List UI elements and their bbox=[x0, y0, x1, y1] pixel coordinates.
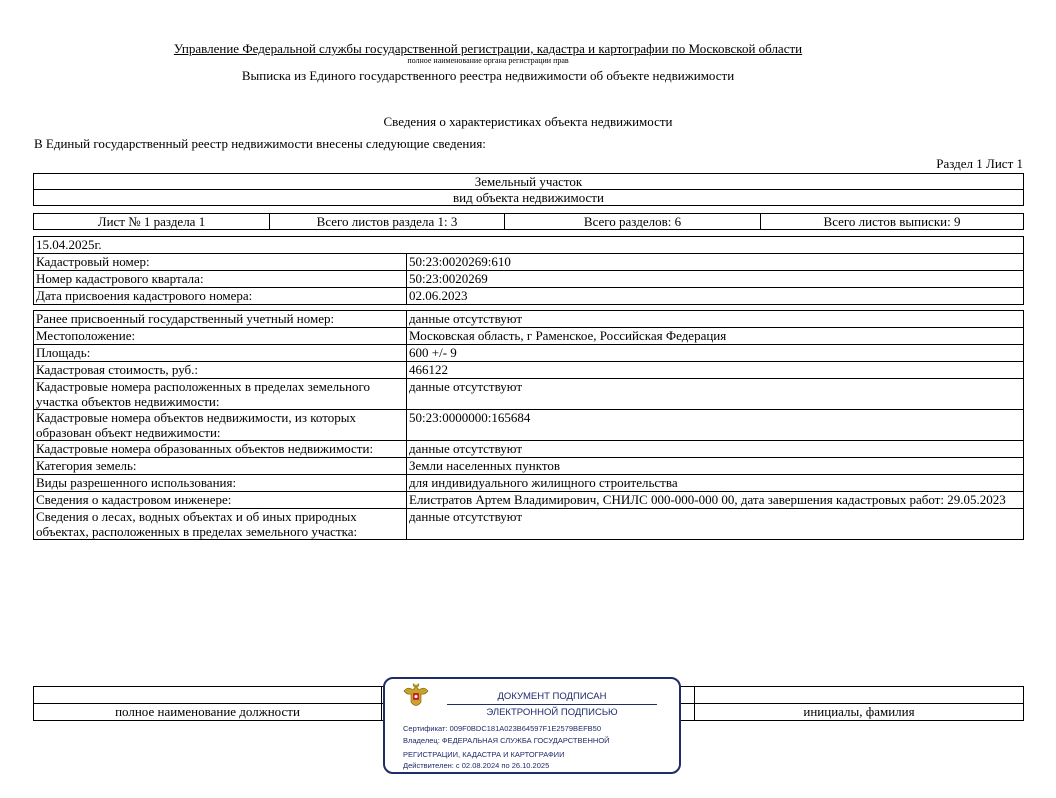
sheets-in-section: Всего листов раздела 1: 3 bbox=[270, 214, 505, 230]
object-type-table bbox=[33, 173, 1024, 206]
table-row bbox=[34, 311, 1024, 328]
row-label: Площадь: bbox=[34, 345, 407, 362]
table-row bbox=[34, 441, 1024, 458]
row-value: 50:23:0020269 bbox=[407, 271, 1024, 288]
row-value: 50:23:0020269:610 bbox=[407, 254, 1024, 271]
row-value: данные отсутствуют bbox=[407, 441, 1024, 458]
total-sheets: Всего листов выписки: 9 bbox=[761, 214, 1024, 230]
stamp-divider bbox=[447, 704, 657, 705]
row-value: Московская область, г Раменское, Российская Федерация bbox=[407, 328, 1024, 345]
stamp-title-line2: ЭЛЕКТРОННОЙ ПОДПИСЬЮ bbox=[486, 707, 618, 718]
row-label: Дата присвоения кадастрового номера: bbox=[34, 288, 407, 305]
row-label: Кадастровые номера расположенных в пределах земельного участка объектов недвижимости: bbox=[34, 379, 407, 410]
row-value: Елистратов Артем Владимирович, СНИЛС 000-000-000 00, дата завершения кадастровых работ: 29.05.2023 bbox=[407, 492, 1024, 509]
row-label: Номер кадастрового квартала: bbox=[34, 271, 407, 288]
authority-name: Управление Федеральной службы государственной регистрации, кадастра и картографии по Московской области bbox=[173, 41, 803, 56]
position-caption: полное наименование должности bbox=[34, 704, 382, 721]
table-row bbox=[34, 458, 1024, 475]
table-row bbox=[34, 271, 1024, 288]
coat-of-arms-icon bbox=[401, 682, 431, 712]
row-label: Местоположение: bbox=[34, 328, 407, 345]
row-value: 600 +/- 9 bbox=[407, 345, 1024, 362]
row-label: Ранее присвоенный государственный учетный номер: bbox=[34, 311, 407, 328]
name-cell bbox=[695, 687, 1024, 704]
table-row bbox=[34, 509, 1024, 540]
row-value: для индивидуального жилищного строительства bbox=[407, 475, 1024, 492]
position-cell bbox=[34, 687, 382, 704]
row-label: Кадастровая стоимость, руб.: bbox=[34, 362, 407, 379]
e-signature-stamp bbox=[383, 677, 681, 774]
stamp-owner-line2: РЕГИСТРАЦИИ, КАДАСТРА И КАРТОГРАФИИ bbox=[403, 750, 565, 759]
table-row bbox=[34, 345, 1024, 362]
row-label: Виды разрешенного использования: bbox=[34, 475, 407, 492]
details-table bbox=[33, 310, 1024, 540]
row-label: Сведения о кадастровом инженере: bbox=[34, 492, 407, 509]
row-value: 466122 bbox=[407, 362, 1024, 379]
row-label: Кадастровые номера образованных объектов недвижимости: bbox=[34, 441, 407, 458]
row-label: Кадастровые номера объектов недвижимости, из которых образован объект недвижимости: bbox=[34, 410, 407, 441]
stamp-certificate: Сертификат: 009F0BDC181A023B64597F1E2579BEFB50 bbox=[403, 724, 601, 733]
table-row bbox=[34, 362, 1024, 379]
table-row bbox=[34, 328, 1024, 345]
row-value: Земли населенных пунктов bbox=[407, 458, 1024, 475]
object-type: Земельный участок bbox=[34, 174, 1024, 190]
stamp-owner-line1: Владелец: ФЕДЕРАЛЬНАЯ СЛУЖБА ГОСУДАРСТВЕННОЙ bbox=[403, 736, 610, 745]
extract-date: 15.04.2025г. bbox=[34, 237, 1024, 254]
object-type-caption: вид объекта недвижимости bbox=[34, 190, 1024, 206]
row-value: данные отсутствуют bbox=[407, 311, 1024, 328]
row-value: данные отсутствуют bbox=[407, 509, 1024, 540]
stamp-title-line1: ДОКУМЕНТ ПОДПИСАН bbox=[497, 691, 607, 702]
name-caption: инициалы, фамилия bbox=[695, 704, 1024, 721]
row-value: 50:23:0000000:165684 bbox=[407, 410, 1024, 441]
table-row bbox=[34, 254, 1024, 271]
table-row bbox=[34, 379, 1024, 410]
row-value: 02.06.2023 bbox=[407, 288, 1024, 305]
sheet-info-table bbox=[33, 213, 1024, 230]
sheet-number: Лист № 1 раздела 1 bbox=[34, 214, 270, 230]
table-row bbox=[34, 410, 1024, 441]
section-title: Сведения о характеристиках объекта недвижимости bbox=[383, 114, 673, 129]
row-label: Сведения о лесах, водных объектах и об иных природных объектах, расположенных в пределах земельного участка: bbox=[34, 509, 407, 540]
row-label: Кадастровый номер: bbox=[34, 254, 407, 271]
total-sections: Всего разделов: 6 bbox=[505, 214, 761, 230]
row-label: Категория земель: bbox=[34, 458, 407, 475]
authority-caption: полное наименование органа регистрации прав bbox=[407, 56, 569, 65]
main-data-table bbox=[33, 236, 1024, 305]
intro-text: В Единый государственный реестр недвижимости внесены следующие сведения: bbox=[34, 136, 486, 151]
stamp-validity: Действителен: с 02.08.2024 по 26.10.2025 bbox=[403, 761, 550, 770]
table-row bbox=[34, 288, 1024, 305]
table-row bbox=[34, 492, 1024, 509]
document-title: Выписка из Единого государственного реестра недвижимости об объекте недвижимости bbox=[241, 68, 735, 83]
row-value: данные отсутствуют bbox=[407, 379, 1024, 410]
table-row bbox=[34, 475, 1024, 492]
sheet-label: Раздел 1 Лист 1 bbox=[936, 156, 1023, 171]
